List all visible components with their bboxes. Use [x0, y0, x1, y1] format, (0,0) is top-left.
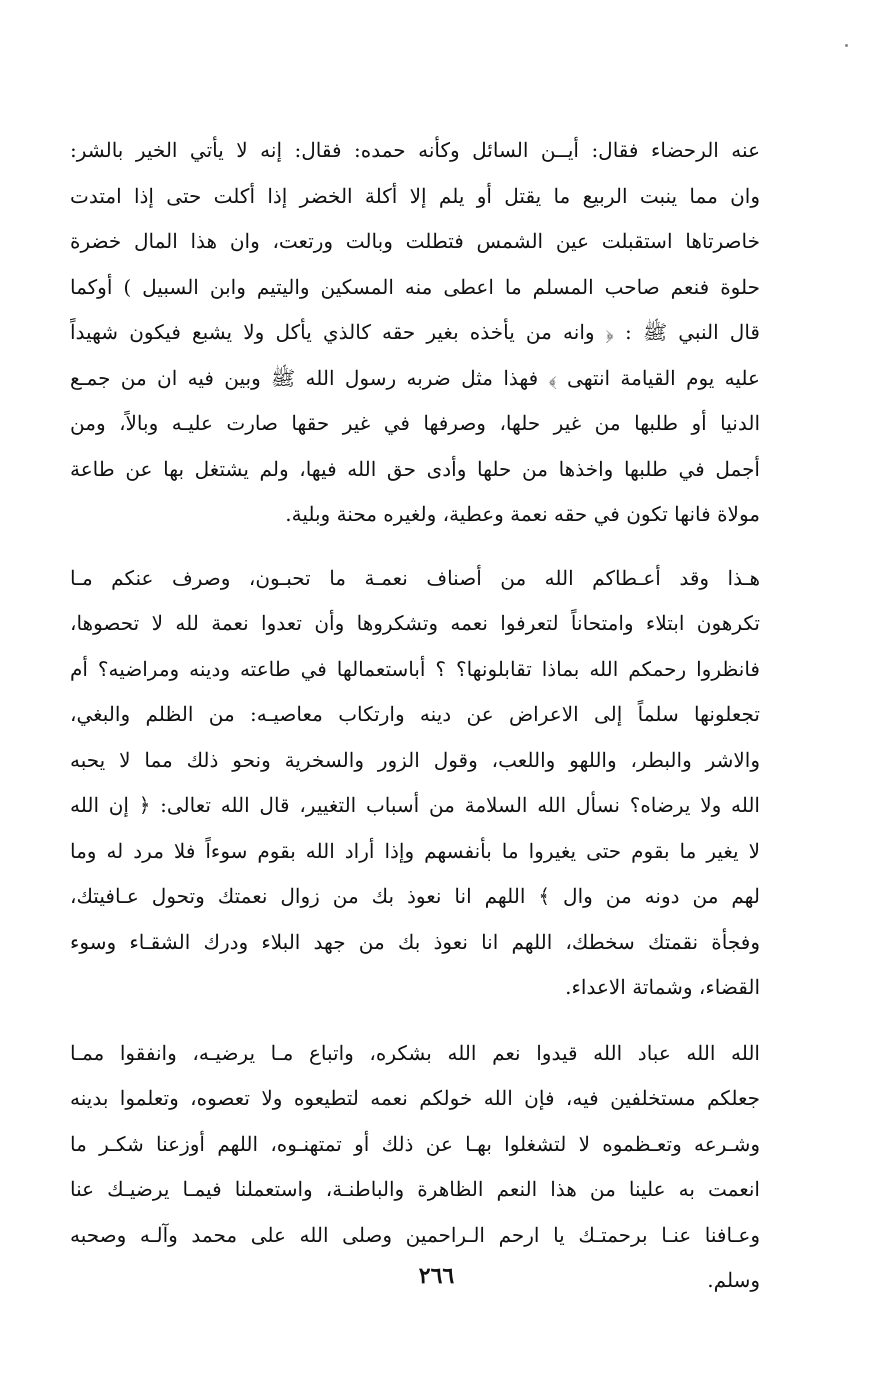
text-line: أجمل في طلبها واخذها من حلها وأدى حق الله فيها، ولم يشتغل بها عن طاعة: [70, 456, 760, 481]
text-line: وشـرعه وتعـظموه لا لتشغلوا بهـا عن ذلك أو تمتهنـوه، اللهم أوزعنا شكـر ما: [70, 1131, 760, 1156]
text-line: جعلكم مستخلفين فيه، فإن الله خولكم نعمه لتطيعوه ولا تعصوه، وتعلموا بدينه: [70, 1086, 760, 1110]
text-line: وفجأة نقمتك سخطك، اللهم انا نعوذ بك من جهد البلاء ودرك الشقـاء وسوء: [70, 929, 760, 954]
text-line: لهم من دونه من وال ﴾ اللهم انا نعوذ بك من زوال نعمتك وتحول عـافيتك،: [70, 884, 760, 908]
text-line: حلوة فنعم صاحب المسلم ما اعطى منه المسكين واليتيم وابن السبيل ) أوكما: [70, 274, 760, 299]
text-line: وان مما ينبت الربيع ما يقتل أو يلم إلا أكلة الخضر إذا أكلت حتى إذا امتدت: [70, 183, 760, 208]
paragraph-2: [70, 556, 760, 1011]
text-line: تجعلونها سلماً إلى الاعراض عن دينه وارتكاب معاصيـه: من الظلم والبغي،: [70, 702, 760, 726]
text-line: عنه الرحضاء فقال: أيــن السائل وكأنه حمده: فقال: إنه لا يأتي الخير بالشر:: [70, 138, 760, 162]
text-line: تكرهون ابتلاء وامتحاناً لتعرفوا نعمه وتشكروها وأن تعدوا نعمة لله لا تحصوها،: [70, 611, 760, 635]
text-line: والاشر والبطر، واللهو واللعب، وقول الزور والسخرية ونحو ذلك مما لا يحبه: [70, 747, 760, 772]
paragraph-1: [70, 128, 760, 538]
text-line: خاصرتاها استقبلت عين الشمس فتطلت وبالت ورتعت، وان هذا المال خضرة: [70, 229, 760, 253]
text-line: وسلم.: [707, 1268, 760, 1292]
text-line: الله الله عباد الله قيدوا نعم الله بشكره، واتباع مـا يرضيـه، وانفقوا ممـا: [70, 1040, 760, 1065]
text-line: القضاء، وشماتة الاعداء.: [565, 975, 760, 999]
text-line: وعـافنا عنـا برحمتـك يا ارحم الـراحمين وصلى الله على محمد وآلـه وصحبه: [70, 1222, 760, 1247]
page-speck: [845, 44, 848, 47]
text-line: عليه يوم القيامة انتهى ﴾ فهذا مثل ضربه رسول الله ﷺ وبين فيه ان من جمـع: [70, 365, 760, 390]
text-line: هـذا وقد أعـطاكم الله من أصناف نعمـة ما تحبـون، وصرف عنكم مـا: [70, 565, 760, 590]
text-line: انعمت به علينا من هذا النعم الظاهرة والباطنـة، واستعملنا فيمـا يرضيـك عنا: [70, 1177, 760, 1201]
text-line: الله ولا يرضاه؟ نسأل الله السلامة من أسباب التغيير، قال الله تعالى: ﴿ إن الله: [70, 793, 760, 817]
text-line: مولاة فانها تكون في حقه نعمة وعطية، ولغيره محنة وبلية.: [285, 502, 760, 526]
text-line: الدنيا أو طلبها من غير حلها، وصرفها في غير حقها صارت عليـه وبالاً، ومن: [70, 411, 760, 435]
text-line: قال النبي ﷺ : ﴿ وانه من يأخذه بغير حقه كالذي يأكل ولا يشبع فيكون شهيداً: [70, 320, 760, 344]
page-body: [70, 128, 760, 1304]
page-number: ٢٦٦: [418, 1263, 455, 1289]
text-line: فانظروا رحمكم الله بماذا تقابلونها؟ ؟ أباستعمالها في طاعته ودينه ومراضيه؟ أم: [70, 656, 760, 681]
text-line: لا يغير ما بقوم حتى يغيروا ما بأنفسهم وإذا أراد الله بقوم سوءاً فلا مرد له وما: [70, 838, 760, 863]
